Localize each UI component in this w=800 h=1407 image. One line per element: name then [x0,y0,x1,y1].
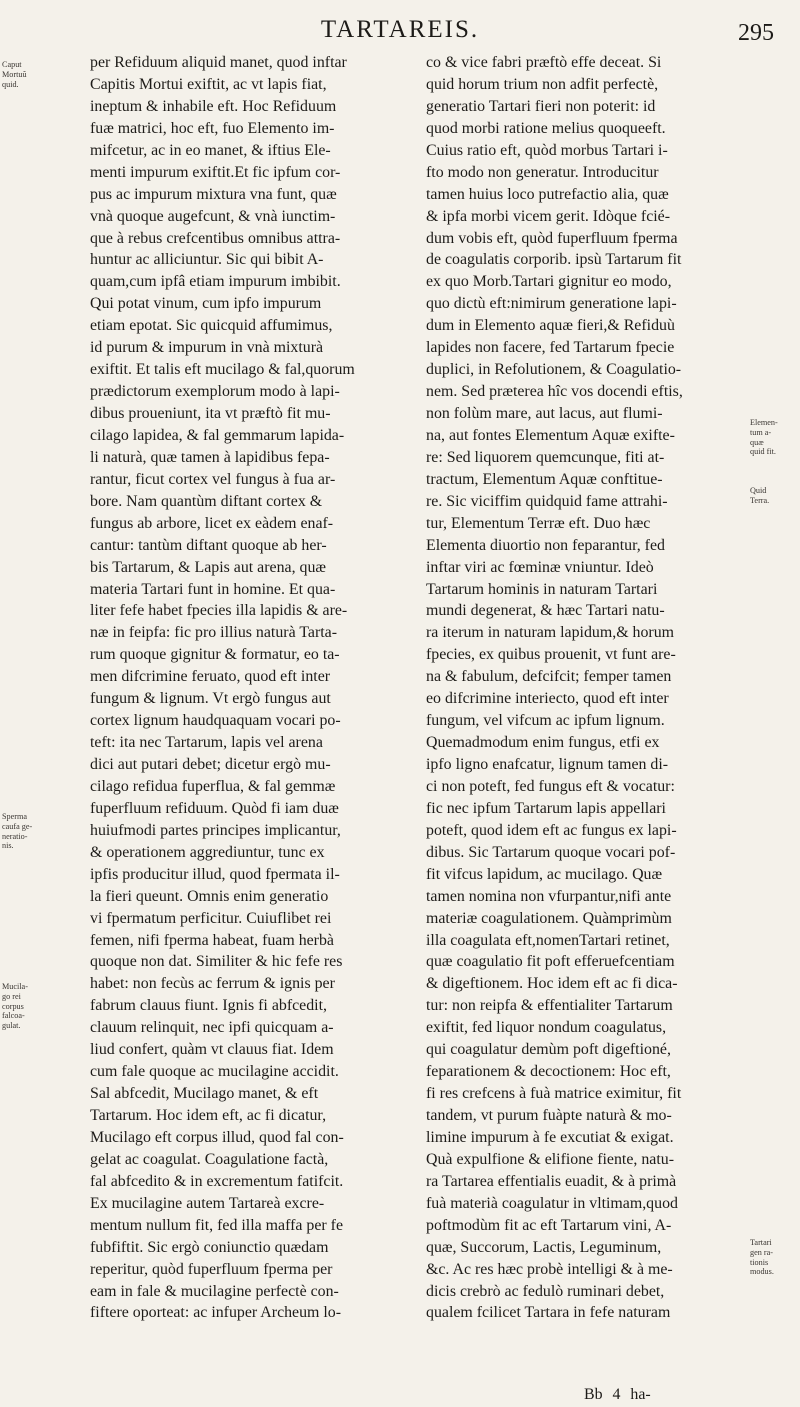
text-line: fto modo non generatur. Introducitur [426,163,659,181]
text-line: Quà expulfione & elifione fiente, natu- [426,1150,674,1168]
margin-note-line: tum a- [750,427,772,437]
margin-note-line: Sperma [2,812,28,821]
text-line: tandem, vt purum fuàpte naturà & mo- [426,1107,672,1124]
text-line: Cuius ratio eft, quòd morbus Tartari i- [426,141,668,159]
margin-note-line: gulat. [2,1021,21,1031]
text-line: quæ coagulatio fit poft efferuefcentiam [426,953,675,971]
text-line: prædictorum exemplorum modo à lapi- [90,383,340,401]
text-line: Tartarum hominis in naturam Tartari [426,580,658,598]
text-line: ex quo Morb.Tartari gignitur eo modo, [426,273,672,291]
text-line: fpecies, ex quibus prouenit, vt funt are- [426,646,676,664]
margin-note-line: falcoa- [2,1011,25,1021]
text-line: la fieri queunt. Omnis enim generatio [90,887,329,905]
text-line: id purum & impurum in vnà mixturà [90,339,324,357]
text-line: men difcrimine feruato, quod eft inter [90,668,331,686]
text-line: Quemadmodum enim fungus, etfi ex [426,734,660,752]
text-line: mifcetur, ac in eo manet, & iftius Ele- [90,141,331,159]
right-text-column [426,52,748,1324]
text-line: cilago lapidea, & fal gemmarum lapida- [90,426,345,444]
text-line: vnà quoque augefcunt, & vnà iunctim- [90,207,336,225]
running-title: TARTAREIS. [320,16,480,43]
text-line: ra Tartarea effentialis euadit, & à primà [426,1172,677,1190]
text-line: quæ, Succorum, Lactis, Leguminum, [426,1238,662,1256]
text-line: liter fefe habet fpecies illa lapidis & are- [90,602,348,620]
text-line: mundi degenerat, & hæc Tartari natu- [426,602,665,620]
text-line: bis Tartarum, & Lapis aut arena, quæ [90,558,327,576]
margin-note-line: Mortuũ [2,69,27,79]
text-line: bore. Nam quantùm diftant cortex & [90,492,323,510]
text-line: rantur, ficut cortex vel fungus à fua ar- [90,470,336,488]
text-line: dicis crebrò ac fedulò ruminari debet, [426,1282,665,1300]
text-line: dibus. Sic Tartarum quoque vocari pof- [426,843,676,861]
margin-note-line: Mucila- [2,982,28,991]
text-line: ra iterum in naturam lapidum,& horum [426,624,675,642]
text-line: reperitur, quòd fuperfluum fperma per [90,1260,333,1278]
text-line: etiam epotat. Sic quicquid affumimus, [90,317,333,335]
text-line: quid horum trium non adfit perfectè, [426,75,659,93]
page-number: 295 [738,20,774,46]
text-line: habet: non fecùs ac ferrum & ignis per [90,975,335,993]
margin-note-line: quid. [2,79,19,89]
text-line: ineptum & inhabile eft. Hoc Refiduum [90,97,337,115]
text-line: poftmodùm fit ac eft Tartarum vini, A- [426,1216,672,1234]
text-line: nem. Sed præterea hîc vos docendi eftis, [426,383,683,401]
text-line: dibus proueniunt, ita vt præftò fit mu- [90,405,331,422]
text-line: illa coagulata eft,nomenTartari retinet, [426,931,670,949]
margin-note-line: Quid [750,486,767,495]
margin-note-line: modus. [750,1267,774,1277]
text-line: cilago refidua fuperflua, & fal gemmæ [90,777,336,795]
text-line: li naturà, quæ tamen à lapidibus fepa- [90,448,330,466]
text-line: dici aut putari debet; dicetur ergò mu- [90,756,331,773]
text-line: dum in Elemento aquæ fieri,& Refiduù [426,317,675,335]
text-line: feparationem & decoctionem: Hoc eft, [426,1063,671,1081]
margin-note-line: quæ [750,437,764,447]
margin-note-right [750,1238,798,1277]
text-line: tur, Elementum Terræ eft. Duo hæc [426,514,651,532]
text-line: næ in feipfa: fic pro illius naturà Tarta- [90,624,338,642]
text-line: ipfis producitur illud, quod fpermata il- [90,865,340,883]
text-line: Capitis Mortui exiftit, ac vt lapis fiat, [90,75,327,93]
text-line: huiufmodi partes principes implicantur, [90,821,341,839]
text-line: cortex lignum haudquaquam vocari po- [90,712,341,730]
margin-note-line: Elemen- [750,418,778,427]
text-line: que à rebus crefcentibus omnibus attra- [90,229,341,247]
text-line: fal abfcedito & in excrementum fatifcit. [90,1172,344,1190]
catchwords: Bb 4 ha- [584,1386,651,1403]
text-line: teft: ita nec Tartarum, lapis vel arena [90,734,323,752]
margin-note-right [750,486,798,506]
text-line: fuæ matrici, hoc eft, fuo Elemento im- [90,119,335,137]
text-line: mentum nullum fit, fed illa maffa per fe [90,1216,343,1234]
margin-note-line: nis. [2,841,14,851]
text-line: quo dictù eft:nimirum generatione lapi- [426,295,677,313]
text-line: de coagulatis corporib. ipsù Tartarum fit [426,251,682,269]
text-line: tractum, Elementum Aquæ conftitue- [426,470,663,488]
text-line: femen, nifi fperma habeat, fuam herbà [90,931,334,949]
margin-note-line: Tartari [750,1238,772,1247]
text-line: tamen huius loco putrefactio alia, quæ [426,185,669,203]
text-line: Sal abfcedit, Mucilago manet, & eft [90,1085,319,1103]
text-line: quoque non dat. Similiter & hic fefe res [90,953,343,971]
text-line: exiftit. Et talis eft mucilago & fal,quorum [90,361,355,379]
text-line: non folùm mare, aut lacus, aut flumi- [426,405,663,422]
left-text-column [90,52,412,1324]
text-line: gelat ac coagulat. Coagulatione factà, [90,1150,329,1168]
margin-note-left [2,982,38,1031]
text-line: materiæ coagulationem. Quàmprimùm [426,909,672,927]
text-line: rum quoque gignitur & formatur, eo ta- [90,646,340,664]
margin-note-line: gen ra- [750,1247,773,1257]
text-line: duplici, in Refolutionem, & Coagulatio- [426,361,682,379]
text-line: co & vice fabri præftò effe deceat. Si [426,54,662,71]
text-line: re: Sed liquorem quemcunque, fiti at- [426,448,665,466]
text-line: fabrum clauus fiunt. Ignis fi abfcedit, [90,997,327,1015]
margin-note-line: go rei [2,991,21,1001]
margin-note-line: quid fit. [750,447,776,457]
text-line: re. Sic viciffim quidquid fame attrahi- [426,492,668,510]
text-line: fuperfluum refiduum. Quòd fi iam duæ [90,799,339,817]
margin-note-right [750,418,798,457]
text-line: menti impurum exiftit.Et fic ipfum cor- [90,163,341,181]
margin-note-left [2,812,38,851]
text-line: tur: non reipfa & effentialiter Tartarum [426,997,673,1015]
text-line: fuà materià coagulatur in vltimam,quod [426,1194,678,1212]
text-line: fubfiftit. Sic ergò coniunctio quædam [90,1238,329,1256]
text-line: pus ac impurum mixtura vna funt, quæ [90,185,337,203]
text-line: lapides non facere, fed Tartarum fpecie [426,339,675,357]
text-line: limine impurum à fe excutiat & exigat. [426,1128,674,1146]
text-line: fic nec ipfum Tartarum lapis appellari [426,799,666,817]
text-line: & digeftionem. Hoc idem eft ac fi dica- [426,975,678,993]
text-line: quam,cum ipfâ etiam impurum imbibit. [90,273,341,291]
text-line: per Refiduum aliquid manet, quod inftar [90,54,347,71]
text-line: poteft, quod idem eft ac fungus ex lapi- [426,821,677,839]
text-line: cantur: tantùm diftant quoque ab her- [90,536,327,554]
text-line: fiftere oporteat: ac infuper Archeum lo- [90,1304,342,1322]
text-line: Qui potat vinum, cum ipfo impurum [90,295,322,313]
text-line: clauum relinquit, nec ipfi quicquam a- [90,1019,334,1037]
margin-note-left [2,60,38,89]
text-line: inftar viri ac fœminæ vniuntur. Ideò [426,558,654,576]
text-line: cum fale quoque ac mucilagine accidit. [90,1063,339,1081]
text-line: ipfo ligno enafcatur, lignum tamen di- [426,756,669,773]
text-line: dum vobis eft, quòd fuperfluum fperma [426,229,678,247]
text-line: & ipfa morbi vicem gerit. Idòque fcié- [426,207,671,225]
margin-note-line: corpus [2,1001,24,1011]
text-line: vi fpermatum perficitur. Cuiuflibet rei [90,909,332,927]
text-line: Tartarum. Hoc idem eft, ac fi dicatur, [90,1107,327,1124]
text-line: fi res crefcens à fuà matrice eximitur, fit [426,1085,682,1103]
text-line: fungum & lignum. Vt ergò fungus aut [90,690,331,708]
text-line: Ex mucilagine autem Tartareà excre- [90,1194,325,1212]
text-line: eam in fale & mucilagine perfectè con- [90,1282,339,1300]
running-head [0,12,800,52]
text-line: quod morbi ratione melius quoqueeft. [426,119,666,137]
text-line: huntur ac alliciuntur. Sic qui bibit A- [90,251,324,269]
text-line: na & fabulum, defcifcit; femper tamen [426,668,672,686]
margin-note-line: Terra. [750,495,770,505]
margin-note-line: caufa ge- [2,821,33,831]
text-line: exiftit, fed liquor nondum coagulatus, [426,1019,667,1037]
text-line: tamen nomina non vfurpantur,nifi ante [426,887,672,905]
text-line: qualem fcilicet Tartara in fefe naturam [426,1304,671,1322]
text-line: &c. Ac res hæc probè intelligi & à me- [426,1260,673,1278]
text-line: fungum, vel vifcum ac ipfum lignum. [426,712,665,730]
text-line: na, aut fontes Elementum Aquæ exifte- [426,426,675,444]
text-line: generatio Tartari fieri non poterit: id [426,97,656,115]
text-line: fit vifcus lapidum, ac mucilago. Quæ [426,865,663,883]
text-line: liud confert, quàm vt clauus fiat. Idem [90,1041,334,1059]
text-line: materia Tartari funt in homine. Et qua- [90,580,336,598]
margin-note-line: tionis [750,1257,769,1267]
margin-note-line: neratio- [2,831,28,841]
text-line: ci non poteft, fed fungus eft & vocatur: [426,777,675,795]
text-line: & operationem aggrediuntur, tunc ex [90,843,325,861]
text-line: Mucilago eft corpus illud, quod fal con- [90,1128,344,1146]
text-line: fungus ab arbore, licet ex eàdem enaf- [90,514,334,532]
text-line: Elementa diuortio non feparantur, fed [426,536,665,554]
text-line: qui coagulatur demùm poft digeftioné, [426,1041,671,1059]
text-line: eo difcrimine interiecto, quod eft inter [426,690,669,708]
margin-note-line: Caput [2,60,22,69]
